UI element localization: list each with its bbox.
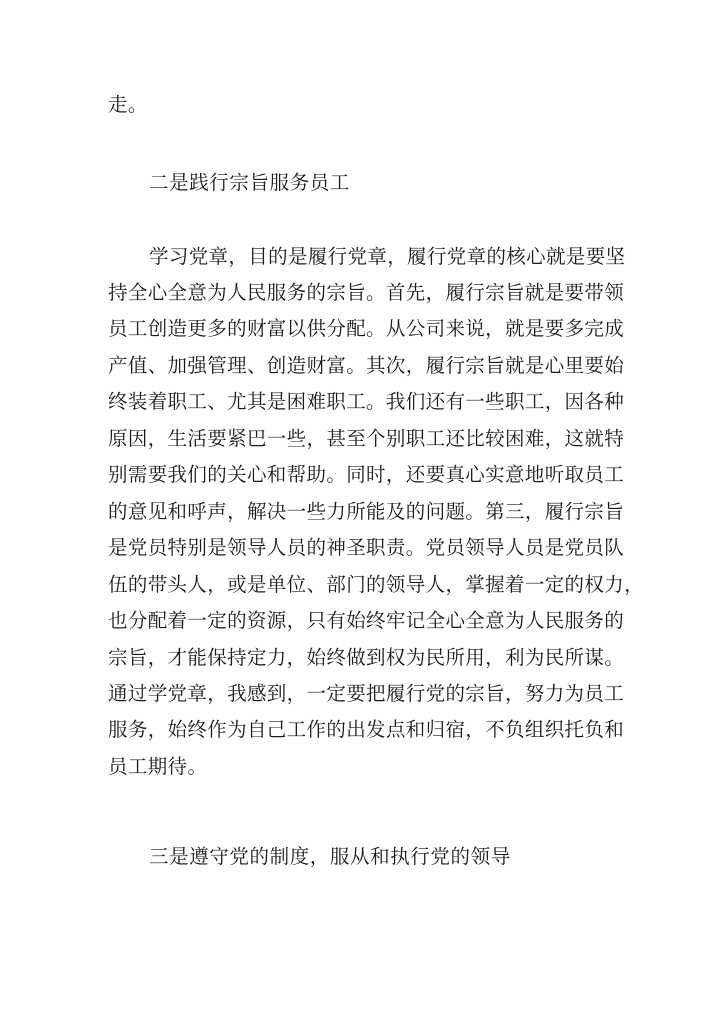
paragraph-line-3: 员工创造更多的财富以供分配。从公司来说，就是要多完成 xyxy=(108,317,625,340)
paragraph-line-8: 的意见和呼声，解决一些力所能及的问题。第三，履行宗旨 xyxy=(108,500,625,523)
paragraph-line-4: 产值、加强管理、创造财富。其次，履行宗旨就是心里要始 xyxy=(108,354,625,377)
paragraph-line-6: 原因，生活要紧巴一些，甚至个别职工还比较困难，这就特 xyxy=(108,427,625,450)
paragraph-line-11: 也分配着一定的资源，只有始终牢记全心全意为人民服务的 xyxy=(108,609,625,632)
paragraph-line-15: 员工期待。 xyxy=(108,755,208,778)
paragraph-line-5: 终装着职工、尤其是困难职工。我们还有一些职工，因各种 xyxy=(108,390,625,413)
paragraph-line-2: 持全心全意为人民服务的宗旨。首先，履行宗旨就是要带领 xyxy=(108,281,625,304)
section-heading-3: 三是遵守党的制度，服从和执行党的领导 xyxy=(149,845,511,868)
paragraph-line-9: 是党员特别是领导人员的神圣职责。党员领导人员是党员队 xyxy=(108,536,625,559)
section-heading-2: 二是践行宗旨服务员工 xyxy=(149,171,351,194)
paragraph-line-10: 伍的带头人，或是单位、部门的领导人，掌握着一定的权力， xyxy=(108,573,644,596)
paragraph-line-7: 别需要我们的关心和帮助。同时，还要真心实意地听取员工 xyxy=(108,463,625,486)
paragraph-line-13: 通过学党章，我感到，一定要把履行党的宗旨，努力为员工 xyxy=(108,682,625,705)
paragraph-line-12: 宗旨，才能保持定力，始终做到权为民所用，利为民所谋。 xyxy=(108,646,625,669)
continued-text-line: 走。 xyxy=(108,93,148,116)
paragraph-line-1: 学习党章，目的是履行党章，履行党章的核心就是要坚 xyxy=(149,245,626,268)
paragraph-line-14: 服务，始终作为自己工作的出发点和归宿，不负组织托负和 xyxy=(108,718,625,741)
